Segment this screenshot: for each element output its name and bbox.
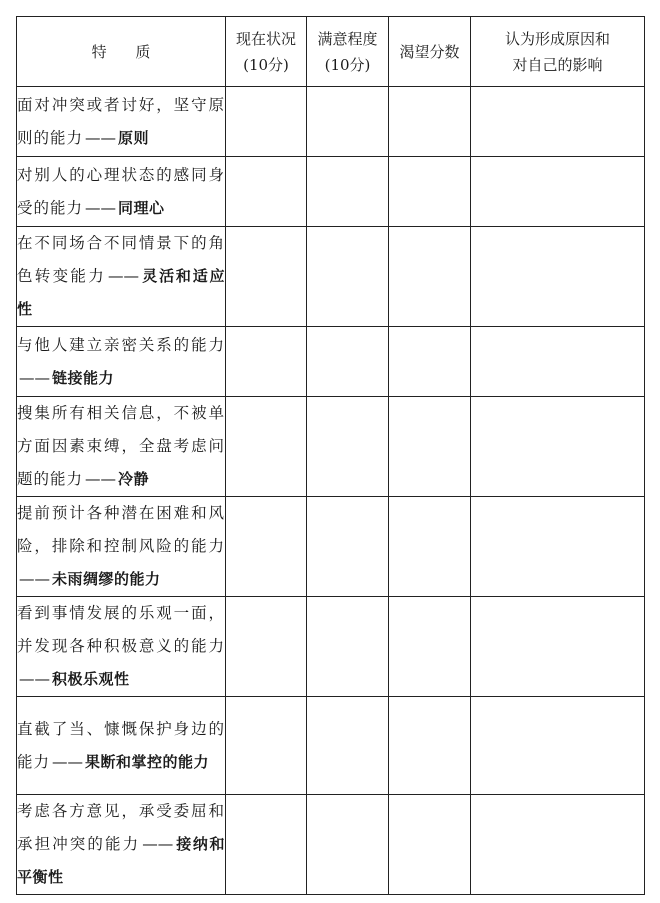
current-status-cell[interactable] [226, 327, 307, 397]
current-status-cell[interactable] [226, 497, 307, 597]
table-row [17, 397, 645, 497]
reason-impact-cell[interactable] [471, 87, 645, 157]
header-trait: 特 质 [17, 17, 226, 87]
current-status-cell[interactable] [226, 157, 307, 227]
current-status-cell[interactable] [226, 597, 307, 697]
trait-description-cell [17, 227, 226, 327]
table-row [17, 697, 645, 795]
trait-dash: —— [108, 267, 139, 285]
trait-description-cell [17, 795, 226, 895]
trait-description-cell [17, 327, 226, 397]
trait-description: 与他人建立亲密关系的能力 [17, 335, 225, 354]
satisfaction-cell[interactable] [307, 157, 389, 227]
trait-dash: —— [142, 835, 174, 853]
trait-dash: —— [19, 570, 50, 588]
reason-impact-cell[interactable] [471, 697, 645, 795]
trait-description-cell [17, 597, 226, 697]
trait-assessment-table [16, 16, 645, 895]
header-reason-line1: 认为形成原因和 [504, 29, 610, 48]
trait-description: 在不同场合不同情景下的角色转变能力 [17, 234, 225, 285]
header-satisfaction-line2: (10分) [324, 55, 371, 74]
trait-name: 原则 [118, 128, 150, 147]
trait-name: 未雨绸缪的能力 [52, 570, 161, 588]
header-current-line1: 现在状况 [235, 29, 296, 48]
table-row [17, 157, 645, 227]
trait-name: 接纳和平衡性 [17, 835, 225, 886]
reason-impact-cell[interactable] [471, 397, 645, 497]
current-status-cell[interactable] [226, 697, 307, 795]
header-row [17, 17, 645, 87]
trait-name: 积极乐观性 [52, 670, 130, 688]
reason-impact-cell[interactable] [471, 597, 645, 697]
trait-name: 灵活和适应性 [17, 267, 225, 318]
satisfaction-cell[interactable] [307, 795, 389, 895]
desire-score-cell[interactable] [389, 227, 471, 327]
desire-score-cell[interactable] [389, 597, 471, 697]
table-row [17, 795, 645, 895]
satisfaction-cell[interactable] [307, 497, 389, 597]
table-row [17, 497, 645, 597]
header-current-status [226, 17, 307, 87]
desire-score-cell[interactable] [389, 795, 471, 895]
desire-score-cell[interactable] [389, 157, 471, 227]
reason-impact-cell[interactable] [471, 227, 645, 327]
current-status-cell[interactable] [226, 227, 307, 327]
table-row [17, 597, 645, 697]
trait-description-cell [17, 697, 226, 795]
trait-dash: —— [19, 368, 50, 387]
desire-score-cell[interactable] [389, 327, 471, 397]
trait-description: 提前预计各种潜在困难和风险，排除和控制风险的能力 [17, 504, 225, 555]
reason-impact-cell[interactable] [471, 327, 645, 397]
header-satisfaction-line1: 满意程度 [317, 29, 378, 48]
satisfaction-cell[interactable] [307, 597, 389, 697]
header-current-line2: (10分) [243, 55, 289, 74]
reason-impact-cell[interactable] [471, 497, 645, 597]
header-reason-line2: 对自己的影响 [512, 55, 603, 74]
trait-description: 考虑各方意见，承受委屈和承担冲突的能力 [17, 802, 225, 853]
trait-dash: —— [19, 670, 50, 688]
trait-name: 果断和掌控的能力 [85, 752, 210, 771]
desire-score-cell[interactable] [389, 87, 471, 157]
table-row [17, 327, 645, 397]
satisfaction-cell[interactable] [307, 327, 389, 397]
trait-description: 直截了当、慷慨保护身边的能力 [17, 719, 225, 771]
satisfaction-cell[interactable] [307, 87, 389, 157]
current-status-cell[interactable] [226, 397, 307, 497]
trait-dash: —— [85, 198, 117, 217]
reason-impact-cell[interactable] [471, 795, 645, 895]
trait-name: 链接能力 [52, 368, 115, 387]
reason-impact-cell[interactable] [471, 157, 645, 227]
header-satisfaction [307, 17, 389, 87]
table-row [17, 87, 645, 157]
trait-description-cell [17, 87, 226, 157]
desire-score-cell[interactable] [389, 397, 471, 497]
trait-description: 对别人的心理状态的感同身受的能力 [17, 165, 225, 217]
trait-dash: —— [85, 470, 117, 488]
trait-description: 面对冲突或者讨好，坚守原则的能力 [17, 95, 225, 147]
header-desire-score: 渴望分数 [389, 17, 471, 87]
desire-score-cell[interactable] [389, 497, 471, 597]
header-reason-impact [471, 17, 645, 87]
trait-dash: —— [52, 752, 84, 771]
table-row [17, 227, 645, 327]
satisfaction-cell[interactable] [307, 697, 389, 795]
current-status-cell[interactable] [226, 87, 307, 157]
trait-name: 冷静 [118, 470, 150, 488]
trait-description-cell [17, 397, 226, 497]
desire-score-cell[interactable] [389, 697, 471, 795]
satisfaction-cell[interactable] [307, 397, 389, 497]
trait-description: 看到事情发展的乐观一面，并发现各种积极意义的能力 [17, 604, 225, 655]
trait-name: 同理心 [118, 198, 165, 217]
satisfaction-cell[interactable] [307, 227, 389, 327]
trait-dash: —— [85, 128, 117, 147]
trait-description-cell [17, 157, 226, 227]
trait-description-cell [17, 497, 226, 597]
trait-description: 搜集所有相关信息，不被单方面因素束缚，全盘考虑问题的能力 [17, 404, 225, 488]
current-status-cell[interactable] [226, 795, 307, 895]
